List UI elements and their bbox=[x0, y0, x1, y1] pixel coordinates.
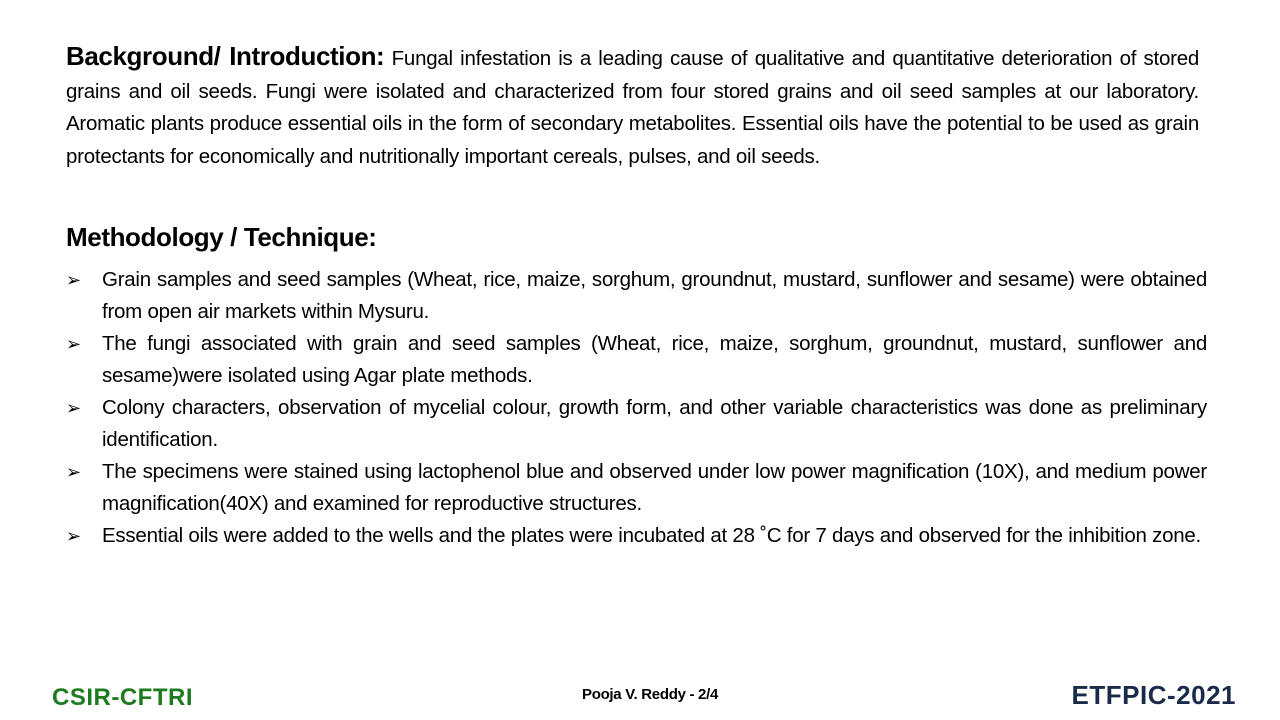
methodology-item-text: The specimens were stained using lactophenol blue and observed under low power magnification (10X), and medium power magnification(40X) and examined for reproductive structures. bbox=[102, 460, 1207, 515]
methodology-item-text: Grain samples and seed samples (Wheat, rice, maize, sorghum, groundnut, mustard, sunflower and sesame) were obtained from open air markets within Mysuru. bbox=[102, 268, 1207, 323]
introduction-text: Fungal infestation is a leading cause of qualitative and quantitative deterioration of stored grains and oil seeds. Fungi were isolated and characterized from four stored grains and oil seed samples at our laboratory. Aromatic plants produce essential oils in the form of secondary metabolites. Essential oils have the potential to be used as grain protectants for economically and nutritionally important cereals, pulses, and oil seeds. bbox=[66, 47, 1199, 168]
arrow-bullet-icon: ➢ bbox=[66, 526, 81, 546]
conference-footer: ETFPIC-2021 bbox=[1071, 680, 1236, 710]
methodology-list bbox=[66, 264, 1207, 552]
author-page-footer: Pooja V. Reddy - 2/4 bbox=[582, 686, 718, 703]
methodology-heading: Methodology / Technique: bbox=[66, 222, 377, 252]
methodology-item bbox=[66, 328, 1207, 392]
arrow-bullet-icon: ➢ bbox=[66, 270, 81, 290]
methodology-item bbox=[66, 520, 1207, 552]
methodology-item-text: Colony characters, observation of mycelial colour, growth form, and other variable characteristics was done as preliminary identification. bbox=[102, 396, 1207, 451]
introduction-heading: Background/ Introduction: bbox=[66, 41, 385, 71]
methodology-item bbox=[66, 392, 1207, 456]
methodology-item bbox=[66, 456, 1207, 520]
methodology-item-text: The fungi associated with grain and seed samples (Wheat, rice, maize, sorghum, groundnut, mustard, sunflower and sesame)were isolated using Agar plate methods. bbox=[102, 332, 1207, 387]
introduction-paragraph bbox=[66, 40, 1199, 173]
methodology-item bbox=[66, 264, 1207, 328]
institute-footer: CSIR-CFTRI bbox=[52, 684, 193, 711]
methodology-item-text: Essential oils were added to the wells and the plates were incubated at 28 ˚C for 7 days and observed for the inhibition zone. bbox=[102, 524, 1201, 547]
arrow-bullet-icon: ➢ bbox=[66, 398, 81, 418]
arrow-bullet-icon: ➢ bbox=[66, 334, 81, 354]
arrow-bullet-icon: ➢ bbox=[66, 462, 81, 482]
